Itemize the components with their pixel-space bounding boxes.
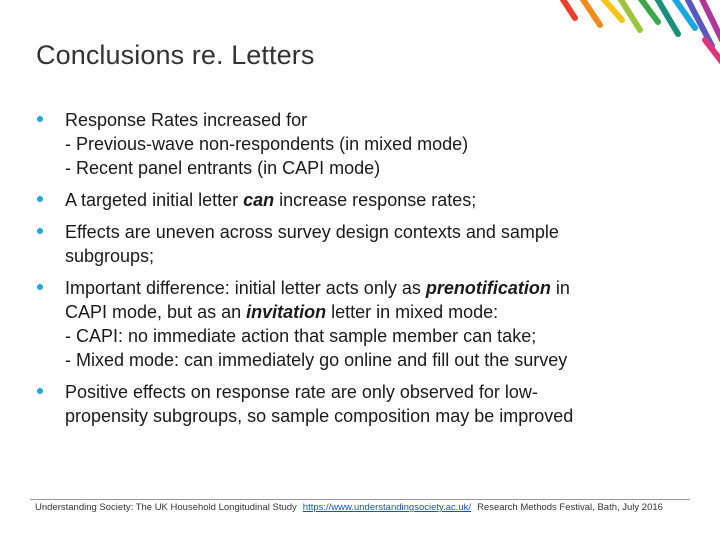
emphasis-text: prenotification — [425, 278, 551, 298]
decorative-lines-graphic — [500, 0, 720, 70]
footer — [35, 502, 663, 513]
bullet-item — [37, 108, 707, 180]
bullet-subtext: - CAPI: no immediate action that sample member can take; — [65, 326, 537, 346]
bullet-text: in — [550, 278, 570, 298]
bullet-item — [37, 276, 707, 372]
bullet-dot — [37, 116, 43, 122]
footer-event-text: Research Methods Festival, Bath, July 2016 — [477, 502, 663, 513]
bullet-text: Positive effects on response rate are only observed for low- — [65, 382, 538, 402]
bullet-item — [37, 220, 707, 268]
bullet-text: Important difference: initial letter acts only as — [65, 278, 426, 298]
bullet-subtext: - Recent panel entrants (in CAPI mode) — [65, 158, 381, 178]
bullet-item — [37, 188, 707, 212]
decorative-line — [600, 0, 622, 20]
emphasis-text: invitation — [246, 302, 327, 322]
bullet-dot — [37, 388, 43, 394]
bullet-text: Effects are uneven across survey design contexts and sample — [65, 222, 559, 242]
bullet-dot — [37, 228, 43, 234]
decorative-line — [655, 0, 678, 34]
footer-divider — [30, 499, 690, 500]
bullet-dot — [37, 284, 43, 290]
bullet-list — [37, 108, 707, 436]
bullet-subtext: - Previous-wave non-respondents (in mixed mode) — [65, 134, 469, 154]
footer-org-text: Understanding Society: The UK Household Longitudinal Study — [35, 502, 297, 513]
bullet-text: CAPI mode, but as an — [65, 302, 247, 322]
bullet-text: subgroups; — [65, 246, 155, 266]
decorative-line — [638, 0, 658, 22]
bullet-text: propensity subgroups, so sample composition may be improved — [65, 406, 574, 426]
bullet-item — [37, 380, 707, 428]
bullet-text: A targeted initial letter — [65, 190, 244, 210]
bullet-dot — [37, 196, 43, 202]
slide-title: Conclusions re. Letters — [36, 40, 315, 70]
decorative-line — [560, 0, 575, 18]
bullet-text: letter in mixed mode: — [326, 302, 499, 322]
decorative-line — [580, 0, 600, 25]
emphasis-text: can — [243, 190, 275, 210]
bullet-text: Response Rates increased for — [65, 110, 308, 130]
bullet-text: increase response rates; — [274, 190, 477, 210]
footer-link[interactable]: https://www.understandingsociety.ac.uk/ — [302, 502, 472, 513]
bullet-subtext: - Mixed mode: can immediately go online and fill out the survey — [65, 350, 568, 370]
